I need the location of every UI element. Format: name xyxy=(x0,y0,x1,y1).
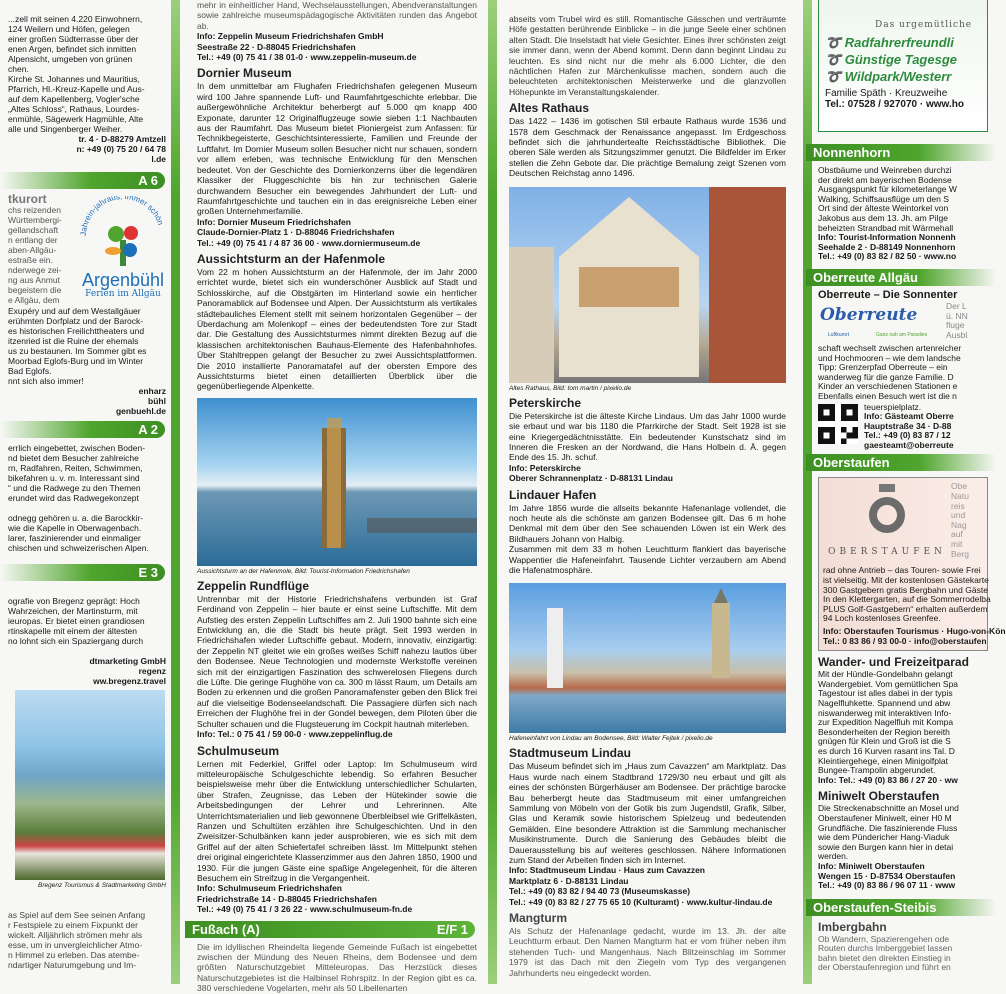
text-line: Grundfläche. Die faszinierende Fluss xyxy=(818,822,958,833)
section-body: Zusammen mit dem 33 m hohen Leuchtturm flankiert das bayerische Wappentier die Hafeneinfahrt. Tausende Lichter verzaubern am Abend die Hafenatmosphäre. xyxy=(509,544,786,575)
info-line: enharz xyxy=(138,386,166,396)
text-line: Alpensicht, umgeben von grünen xyxy=(8,54,133,64)
text-line: chs reizenden xyxy=(8,205,61,215)
text-line: und xyxy=(951,510,966,521)
text-line: mit xyxy=(951,539,963,550)
text-line: nd bietet dem Besucher zahlreiche xyxy=(8,453,139,463)
section-title: Fußach (A) xyxy=(192,921,260,937)
tower-illustration xyxy=(197,398,477,566)
section-heading: Peterskirche xyxy=(509,395,582,410)
text-line: nnt sich also immer! xyxy=(8,376,84,386)
text-line: chischen und schweizerischen Alpen. xyxy=(8,543,149,553)
text-line: Württembergi- xyxy=(8,215,62,225)
text-line: es durch 16 Kurven rasant ins Tal. D xyxy=(818,745,955,756)
text-line: Mit der Hündle-Gondelbahn gelangt xyxy=(818,669,953,680)
text-line: reis xyxy=(951,500,965,511)
text-line: wickelt. Alljährlich strömen mehr als xyxy=(8,930,143,940)
wander-text xyxy=(818,670,984,785)
text-line: Bad Eglofs. xyxy=(8,366,52,376)
text-line: der Oberstaufenregion und führt en xyxy=(818,962,951,973)
text-line: Nagelfluhkette. Spannend und abw xyxy=(818,698,951,708)
section-heading: Imbergbahn xyxy=(818,919,887,934)
text-line: Pfarrich, Hl.-Kreuz-Kapelle und Aus- xyxy=(8,84,145,94)
argenbuehl-logo-name: Argenbühl xyxy=(81,270,165,290)
lighthouse-illustration xyxy=(509,583,786,733)
text-line: Ausgangspunkt für kilometerlange W xyxy=(818,184,957,195)
section-body: Im Jahre 1856 wurde die allseits bekannte Hafenanlage vollendet, die noch heute als die schönste am ganzen Bodensee gilt. Das 6 m hohe Denkmal mit dem über den See schauenden Löwen ist ein Werk des Bildhauers Johann von Halbig. xyxy=(509,502,786,544)
text-line: sowie den Burgen kann hier in detai xyxy=(818,841,954,852)
column-2 xyxy=(192,0,477,994)
photo-caption: Altes Rathaus, Bild: tom martin / pixelio.de xyxy=(509,384,632,392)
column-1 xyxy=(0,0,168,984)
oberstaufen-logo xyxy=(823,482,951,562)
text-line: Walking, Schiffsausflüge um den S xyxy=(818,193,949,204)
svg-text:Jahrein-jahraus, immer schön: ahrein-jahraus, immer schön xyxy=(80,196,166,233)
section-info: Info: Schulmuseum Friedrichshafen xyxy=(197,883,342,894)
text-line: Nag xyxy=(951,519,967,530)
bregenz-photo xyxy=(15,690,165,880)
section-bar-e3 xyxy=(0,564,165,581)
gasthof-ad xyxy=(818,0,988,132)
info-line: genbuehl.de xyxy=(115,406,166,416)
section-body: Lernen mit Federkiel, Griffel oder Laptop: Im Schulmuseum wird mitteleuropäische Schulgeschichte lebendig. So erfahren Besucher beispielsweise mehr über die Entwicklung unterschiedlicher Schularten, über Strafen, Zeugnisse, das Leben der Hütekinder sowie die Arbeitsbedingungen der Lehrer und Lehrerinnen. Alte Unterrichtsmaterialien und lieb gewonnene Überbleibsel wie Griffelkästen, Ranzen und Schultüten erzählen ihre Schulgeschichten. Und in den Zweisitzer-Schulbänken kann jeder ausprobieren, wie es sich mit dem Griffel auf der alten Schiefertafel schreiben lässt. Im Mittelpunkt stehen drei original eingerichtete Klassenzimmer aus den Jahren 1850, 1900 und 1930. Für die jungen Gäste eine spaßige Angelegenheit, für die älteren Besuchern ein Streifzug in die Vergangenheit. xyxy=(197,758,477,883)
text-line: Kinder an verschiedenen Stationen e xyxy=(818,381,958,392)
text-line: Wandergebiet. Vom gemütlichen Spa xyxy=(818,678,959,689)
section-heading: Stadtmuseum Lindau xyxy=(509,746,632,761)
section-title: Oberreute Allgäu xyxy=(813,269,918,285)
text-line: nderwege zei- xyxy=(8,265,62,275)
section-bar-nonnenhorn xyxy=(806,144,996,161)
section-body: Die Peterskirche ist die älteste Kirche Lindaus. Um das Jahr 1000 wurde sie erbaut und war bis 1180 die Pfarrkirche der Stadt. Seit 1928 ist sie eine Kriegergedächtnisstätte. Ein bedeutender Kunstschatz sind im Inneren die Fresken an der Nordwand, die Hans Holbein d. Ä. gegen Ende des 15. Jh. schuf. xyxy=(509,410,786,463)
text-line: Kleintiergehege, einen Minigolfplat xyxy=(818,755,948,766)
photo-caption: Hafeneinfahrt von Lindau am Bodensee, Bild: Walter Fejtek / pixelio.de xyxy=(509,735,713,743)
text-line: larer, faszinierender und einmaliger xyxy=(8,533,141,543)
text-line: rad ohne Antrieb – das Touren- sowie Frei xyxy=(823,565,981,576)
wander-block xyxy=(818,655,984,890)
text-line: Routen durchs Imberggebiet lassen xyxy=(818,943,953,954)
text-line: Exupéry und auf dem Westallgäuer xyxy=(8,306,141,316)
ad-slogan: Das urgemütliche xyxy=(875,20,973,30)
text-line: Wahrzeichen, der Martinsturm, mit xyxy=(8,606,138,616)
section-heading: Mangturm xyxy=(509,911,567,926)
logo-sub: Ganz nah am Paradies xyxy=(876,331,928,338)
info-line: regenz xyxy=(138,666,166,676)
oberstaufen-ad-text xyxy=(823,565,991,624)
info-line: gaesteamt@oberreute xyxy=(864,439,954,450)
info-line: Tel.: +49 (0) 83 87 / 12 xyxy=(864,430,951,441)
section-heading: Miniwelt Oberstaufen xyxy=(818,789,940,804)
text-line: und Hochmooren – wie dem landsche xyxy=(818,352,961,363)
info-line: Tel.: +49 (0) 75 41 / 38 01-0 · www.zeppelin-museum.de xyxy=(197,52,417,63)
text-line: wanderweg für die ganze Familie. D xyxy=(818,371,954,382)
friedrichshafen-block xyxy=(192,0,477,994)
info-line: Info: Peterskirche xyxy=(509,462,581,473)
zeppelin-museum-info xyxy=(197,31,477,62)
info-line: ww.bregenz.travel xyxy=(93,676,166,686)
column-divider xyxy=(488,0,497,984)
section-bar-a6 xyxy=(0,172,165,189)
info-line: Tel.: +49 (0) 83 82 / 82 50 · www.no xyxy=(818,251,957,262)
text-line: wie dem Pündericher Hang-Viaduk xyxy=(818,832,950,843)
text-line: ografie von Bregenz geprägt: Hoch xyxy=(8,596,140,606)
text-line: “ und die Radwege zu den Themen xyxy=(8,483,141,493)
section-info xyxy=(509,865,786,907)
ad-family: Familie Späth · Kreuzweihe xyxy=(825,88,948,99)
text-line: Ebenfalls einen Besuch wert ist die n xyxy=(818,390,957,401)
text-line: erundet wird das Radwegekonzept xyxy=(8,493,139,503)
ad-item: ➰ Günstige Tagesge xyxy=(825,52,958,67)
nonnenhorn-text xyxy=(818,166,984,262)
section-bar-fussach xyxy=(185,921,475,938)
text-line: itzenried ist die Ruine der ehemals xyxy=(8,336,139,346)
oberreute-text-end: teuerspielplatz. xyxy=(864,401,922,412)
section-info xyxy=(509,463,786,484)
text-line: fluge xyxy=(946,320,965,331)
section-body: Das Museum befindet sich im „Haus zum Cavazzen“ am Marktplatz. Das Haus wurde nach einem Stadtbrand 1729/30 neu erbaut und gilt als eines der schönsten Bürgerhäuser am Bodensee. Der prächtige barocke Bau beherbergt heute das Stadtmuseum mit einer umfangreichen Sammlung von Möbeln von der Gotik bis zum Jugendstil, Grafik, Silber, Glas und Keramik sowie historischem Spielzeug und bedeutenden Gemälden. Eine besondere Attraktion ist die Sammlung mechanischer Musikinstrumente. Durch die Sanierung des Gebäudes bleibt die Dauerausstellung bis auf weiteres geschlossen. Nähere Informationen zum Stand der Arbeiten finden sich im Internet. xyxy=(509,761,786,866)
section-title: Oberstaufen-Steibis xyxy=(813,899,937,915)
argenbuehl-text xyxy=(8,306,166,416)
crown-ring-icon xyxy=(867,482,907,534)
info-line: Info: Miniwelt Oberstaufen xyxy=(818,860,925,871)
sections-1 xyxy=(197,66,477,391)
section-heading: Schulmuseum xyxy=(197,743,280,758)
info-line: dtmarketing GmbH xyxy=(89,656,166,666)
text-line: ndartiger Naturumgebung und Im- xyxy=(8,960,137,970)
section-heading: Lindauer Hafen xyxy=(509,487,597,502)
section-heading: Altes Rathaus xyxy=(509,101,590,116)
section-bar-a2 xyxy=(0,421,165,438)
bregenz-text xyxy=(8,596,166,686)
text-line: Obstbäume und Weinreben durchzi xyxy=(818,165,952,175)
text-line: ieuropas. Er bietet einen grandiosen xyxy=(8,616,145,626)
text-line: alle und Singenberger Weiher. xyxy=(8,124,123,134)
info-line: Info: Zeppelin Museum Friedrichshafen GmbH xyxy=(197,31,384,42)
info-line: Wengen 15 · D-87534 Oberstaufen xyxy=(818,870,956,881)
section-body: In dem unmittelbar am Flughafen Friedrichshafen gelegenen Museum wird 100 Jahre spannende Luft- und Raumfahrtgeschichte erlebbar. Die außergewöhnliche Architektur beherbergt auf 5.000 qm knapp 400 Exponate, darunter 12 Originalflugzeuge sowie sieben 1:1 Nachbauten aus der Raumfahrt. Das Museum bietet Pioniergeist zum Anfassen: für Technikbegeisterte, Geschichtsinteressierte, Familien und Freunde der Luftfahrt. Im Dornier Museum sollen Besucher nicht nur schauen, sondern vor allem erleben, was technische Entwicklung für den Menschen bedeutet. Von der Geschichte des Dornierkonzerns über die legendären Klassiker der Fluggeschichte bis hin zur technischen Galerie durchwandern Besucher ein bewegendes Jahrhundert der Luft- und Raumfahrtgeschichte und tauchen ein in das ereignisreiche Leben einer großen Unternehmerfamilie. xyxy=(197,81,477,217)
text-line: schaft wechselt zwischen artenreicher xyxy=(818,342,962,353)
text-line: Kirche St. Johannes und Mauritius, xyxy=(8,74,140,84)
section-info: Info: Tel.: 0 75 41 / 59 00-0 · www.zeppelinflug.de xyxy=(197,729,393,740)
text-line: gellandschaft xyxy=(8,225,59,235)
text-line: In den Klettergarten, auf die Sommerrodelba xyxy=(823,594,991,605)
text-line: der direkt am bayerischen Bodense xyxy=(818,174,952,185)
info-line: bühl xyxy=(148,396,166,406)
miniwelt-text xyxy=(818,804,984,890)
text-line: bikefahren u. v. m. Interessant sind xyxy=(8,473,140,483)
rathaus-illustration xyxy=(509,187,786,383)
text-line: chen. xyxy=(8,64,29,74)
text-line: erühmten Dorfplatz und der Barock- xyxy=(8,316,144,326)
text-line: PLUS Golf-Gastgebern“ erhalten außerdem xyxy=(823,603,988,614)
qr-code-icon[interactable] xyxy=(818,403,858,445)
text-line: rtinskapelle mit einem der ältesten xyxy=(8,626,137,636)
text-line: aben-Allgäu- xyxy=(8,245,57,255)
text-line: bahn bietet den direkten Einstieg in xyxy=(818,952,951,963)
text-line: Ob Wandern, Spazierengehen ode xyxy=(818,933,950,944)
rathaus-photo xyxy=(509,187,786,383)
column-3 xyxy=(509,0,786,984)
text-line: auf dem Kapellenberg, Vogler'sche xyxy=(8,94,140,104)
map-grid-label: E/F 1 xyxy=(436,921,468,937)
info-line: Info: Gästeamt Oberre xyxy=(864,411,954,422)
text-line: estraße ein. xyxy=(8,255,53,265)
section-info: Tel.: +49 (0) 75 41 / 4 87 36 00 · www.dorniermuseum.de xyxy=(197,237,421,248)
text-line: niswanderweg mit interaktiven Info- xyxy=(818,707,952,718)
section-info: Info: Dornier Museum Friedrichshafen xyxy=(197,216,351,227)
festspiele-text xyxy=(8,910,166,970)
bodnegg-text xyxy=(8,443,166,553)
oberstaufen-ad xyxy=(818,477,1006,651)
map-grid-label: A 2 xyxy=(138,422,158,437)
hafen-photo xyxy=(509,583,786,733)
photo-caption: Aussichtsturm an der Hafenmole, Bild: Tourist-Information Friedrichshafen xyxy=(197,567,410,575)
text-line: Natu xyxy=(951,491,969,502)
text-line: Ort sind der älteste Weintorkel von xyxy=(818,203,949,214)
section-title: Oberstaufen xyxy=(813,455,890,471)
info-line: Hauptstraße 34 · D-88 xyxy=(864,420,952,431)
text-line: Bungee-Trampolin abgerundet. xyxy=(818,765,936,776)
photo-caption: Bregenz Tourismus & Stadtmarketing GmbH xyxy=(37,882,166,889)
text-line: Obe xyxy=(951,481,968,492)
text-line: enen Argen, befindet sich inmitten xyxy=(8,44,137,54)
text-line: errlich eingebettet, zwischen Boden- xyxy=(8,443,146,453)
info-line: Tel.: 0 83 86 / 93 00-0 · info@oberstaufen xyxy=(823,635,987,646)
text-line: n Himmel zu erleben. Das atembe- xyxy=(8,950,140,960)
info-line: Oberer Schrannenplatz · D-88131 Lindau xyxy=(509,473,673,484)
section-info: Friedrichstraße 14 · D-88045 Friedrichshafen xyxy=(197,893,377,904)
info-line: Tel.: +49 (0) 83 82 / 94 40 73 (Museumskasse) xyxy=(509,886,691,897)
text-line: n entlang der xyxy=(8,235,58,245)
text-line: „Altes Schloss“, Rathaus, Lourdes- xyxy=(8,104,140,114)
text-line: Jakobus aus dem 13. Jh. am Pilge xyxy=(818,212,948,223)
text-line: begeistern die xyxy=(8,285,62,295)
amtzell-text xyxy=(8,14,166,164)
steibis-block xyxy=(818,920,984,973)
ad-tel: Tel.: 07528 / 927070 · www.ho xyxy=(825,99,964,110)
section-bar-steibis xyxy=(806,899,996,916)
section-body: Als Schutz der Hafenanlage gedacht, wurde im 13. Jh. der alte Leuchtturm erbaut. Den Namen Mangturm hat er vom früher neben ihm stehenden Tuch- und Mangenhaus. Nach Blitzeinschlag im Sommer 1979 ist das Dach mit den Ziegeln vom Typ des vergangenen Jahrhunderts neu eingedeckt worden. xyxy=(509,926,786,978)
text-line: einer großen Südterrasse über der xyxy=(8,34,139,44)
ad-item: ➰ Radfahrerfreundli xyxy=(825,35,954,50)
section-body: Das 1422 – 1436 im gotischen Stil erbaute Rathaus wurde 1536 und 1578 dem Geschmack der Renaissance angepasst. Im Erdgeschoss befindet sich die jahrhundertealte Reichsstädtische Bibliothek. Die oberen Säle werden als Sitzungszimmer genutzt. Die Bildfelder im Erker stellen die Zehn Gebote dar. Die prächtige Bemalung zeigt Szenen vom Deutschen Reichstag anno 1496. xyxy=(509,116,786,179)
text-line: odnegg gehören u. a. die Barockkir- xyxy=(8,513,144,523)
argenbuehl-logo-tagline: Ferien im Allgäu xyxy=(85,289,161,299)
oberstaufen-ad-info xyxy=(823,626,1006,646)
text-line: ng aus Anmut xyxy=(8,275,60,285)
info-line: Info: Tourist-Information Nonnenh xyxy=(818,232,956,243)
text-line: Oberstaufener Miniwelt, einer H0 M xyxy=(818,812,952,823)
text-line: Die Streckenabschnitte an Mosel und xyxy=(818,803,959,814)
info-line: Info: Tel.: +49 (0) 83 86 / 27 20 · ww xyxy=(818,774,958,785)
text-line: Tagestour ist alles dabei in der typis xyxy=(818,688,953,699)
info-line: n: +49 (0) 75 20 / 64 78 xyxy=(76,144,166,154)
text-line: auf xyxy=(951,529,963,540)
oberreute-text xyxy=(818,344,984,402)
fussach-text: Die im idyllischen Rheindelta liegende Gemeinde Fußach ist eingebettet zwischen der Mündung des Neuen Rheins, dem Bodensee und dem größten Naturschutzgebiet Mitteleuropas. Das Herzstück dieses Naturschutzgebietes ist die Halbinsel Rohrspitz. In der Region gibt es ca. 380 verschiedene Vogelarten, mehr als 50 Libellenarten xyxy=(197,941,477,994)
text-line: rn, Radfahren, Reiten, Schwimmen, xyxy=(8,463,143,473)
text-line: es historischen Freilichttheaters und xyxy=(8,326,145,336)
lindau-block xyxy=(509,14,786,978)
text-line: zur Expedition Nagelfluh mit Kompa xyxy=(818,717,954,728)
logo-text: Oberreute xyxy=(820,304,918,325)
info-line: tr. 4 · D-88279 Amtzell xyxy=(78,134,166,144)
steibis-text xyxy=(818,935,984,973)
text-line: werden. xyxy=(818,851,849,862)
section-body: Vom 22 m hohen Aussichtsturm an der Hafenmole, der im Jahr 2000 errichtet wurde, bietet sich ein wunderschöner Ausblick auf Stadt und Schlosskirche, auf die Obstgärten im Hinterland sowie ein herrlicher Panoramablick auf Bodensee und Alpen. Der Aussichtsturm als vertikales städtebauliches Element stellt mit seinem horizontalen Gegenüber – der Überdachung am Molenkopf – eines der bedeutendsten Tore zur Stadt dar. Die Gestaltung des Aussichtsturmes nimmt direkten Bezug auf die klassischen architektonischen Bauhaus-Elemente des Hafenbahnhofes. Über Stahltreppen gelangt der Besucher zu zwei Aussichtsplattformen. Die 2010 installierte Panoramatafel auf der obersten Empore des Aussichtsturms bietet einen detaillierten Überblick über die gegenüberliegende Alpenkette. xyxy=(197,266,477,392)
argenbuehl-text-left xyxy=(8,205,78,305)
text-line: ist vielseitig. Mit der kostenlosen Gästekarte xyxy=(823,575,989,586)
section-heading: Dornier Museum xyxy=(197,66,292,81)
text-line: esse, um in unvergleichlicher Atmo- xyxy=(8,940,143,950)
section-heading: Oberreute – Die Sonnenter xyxy=(818,288,958,301)
oberreute-info xyxy=(864,412,954,450)
section-bar-oberreute xyxy=(806,269,996,286)
text-line: 94 Loch kostenloses Greenfee. xyxy=(823,613,941,624)
section-body: Untrennbar mit der Historie Friedrichshafens verbunden ist Graf Ferdinand von Zeppelin – hier baute er einst seine Luftschiffe. Mit dem Aufstieg des ersten Zeppelin Luftschiffes am 2. Juli 1900 bahnte sich eine Entwicklung an, die die Stadt bis heute prägt. Seit 1993 werden in Friedrichshafen wieder Luftschiffe gebaut. Modern, innovativ, einzigartig: der Zeppelin NT gleitet wie ein großes weißes Schiff nahezu lautlos über den Bodensee. Neue Technologien und modernste Werkstoffe vereinen sich mit der einzigartigen Faszination des schwerelosen Fliegens durch die Lüfte. Die geringe Flughöhe von ca. 300 m lässt Raum, um Details am Boden zu erkennen und die großen Panoramafenster geben den Blick frei auf die vielseitige Bodenseelandschaft. Die Passagiere dürfen sich nach Erreichen der Flughöhe frei in der Gondel bewegen, dem Piloten über die Schulter schauen und die Flugsteuerung im Cockpit hautnah miterleben. xyxy=(197,593,477,729)
zeppelin-museum-text: mehr in einheitlicher Hand, Wechselausstellungen, Abendveranstaltungen sowie zahlreiche museumspädagogische Aktivitäten runden das Angebot ab. xyxy=(197,0,477,31)
text-line: Tipp: Grenzerpfad Oberreute – ein xyxy=(818,362,948,373)
text-line: r Festspiele zu einem Fixpunkt der xyxy=(8,920,138,930)
logo-sub: Luftkurort xyxy=(828,331,850,338)
text-line: beheizten Strandbad mit Wärmehall xyxy=(818,222,954,233)
sections-2 xyxy=(197,579,477,915)
column-divider xyxy=(171,0,180,984)
text-line: no lohnt sich ein Spaziergang durch xyxy=(8,636,144,646)
aussichtsturm-photo xyxy=(197,398,477,566)
map-grid-label: E 3 xyxy=(138,565,158,580)
section-heading: Wander- und Freizeitparad xyxy=(818,655,969,670)
oberreute-logo xyxy=(818,302,946,344)
section-bar-oberstaufen xyxy=(806,454,996,471)
ad-item: ➰ Wildpark/Westerr xyxy=(825,69,952,84)
text-line: 124 Weilern und Höfen, gelegen xyxy=(8,24,130,34)
text-line: as Spiel auf dem See seinen Anfang xyxy=(8,910,146,920)
oberreute-block xyxy=(818,289,984,451)
section-heading: tkurort xyxy=(8,192,47,206)
info-line: Info: Oberstaufen Tourismus · Hugo-von-Kön xyxy=(823,626,1006,637)
info-line: Info: Stadtmuseum Lindau · Haus zum Cavazzen xyxy=(509,865,705,876)
section-info: Claude-Dornier-Platz 1 · D-88046 Friedrichshafen xyxy=(197,227,395,238)
text-line: Moorbad Eglofs-Burg und im Winter xyxy=(8,356,144,366)
info-line: Tel.: +49 (0) 83 82 / 27 75 65 10 (Kulturamt) · www.kultur-lindau.de xyxy=(509,896,773,907)
info-line: l.de xyxy=(151,154,166,164)
section-heading: Zeppelin Rundflüge xyxy=(197,578,309,593)
map-grid-label: A 6 xyxy=(138,173,158,188)
text-line: Berg xyxy=(951,548,969,559)
ad-items xyxy=(825,34,981,85)
text-line: ...zell mit seinen 4.220 Einwohnern, xyxy=(8,14,143,24)
logo-text: OBERSTAUFEN xyxy=(828,547,946,558)
section-heading: Aussichtsturm an der Hafenmole xyxy=(197,251,386,266)
oberstaufen-side-text xyxy=(951,482,969,562)
text-line: Ausbl xyxy=(946,329,968,340)
info-line: Seestraße 22 · D-88045 Friedrichshafen xyxy=(197,41,356,52)
text-line: enmühle, Sägewerk Hagmühle, Alte xyxy=(8,114,144,124)
tree-logo-icon xyxy=(80,196,166,266)
text-line: wie die Kapelle in Oberwagenbach. xyxy=(8,523,142,533)
section-info: Tel.: +49 (0) 75 41 / 3 26 22 · www.schulmuseum-fn.de xyxy=(197,904,413,915)
text-line: e Allgäu, dem xyxy=(8,295,60,305)
text-line: 300 Gastgebern gratis Bergbahn und Gäste xyxy=(823,584,988,595)
column-4 xyxy=(813,0,1006,984)
text-line: Der L xyxy=(946,300,967,311)
text-line: ü. NN xyxy=(946,310,968,321)
argenbuehl-logo xyxy=(80,196,166,300)
oberreute-side-text xyxy=(946,302,968,344)
lindau-intro: abseits vom Trubel wird es still. Romantische Gässchen und verträumte Höfe gestatten berührende Einblicke – in die junge Seele einer schönen alten Stadt. Die Inselstadt hat viele Gesichter. Eines ihrer schönsten zeigt sie immer dann, wenn der Abend kommt. Denn dann beginnt Lindau zu leuchten. Es sind nicht nur die mehr als 6.000 Lichter, die den nächtlichen Hafen zur Märchenkulisse machen, sondern auch die beleuchteten architektonischen Meisterwerke und die glanzvollen Höhepunkte im Veranstaltungskalender. xyxy=(509,14,786,97)
info-line: Marktplatz 6 · D-88131 Lindau xyxy=(509,875,629,886)
text-line: gnügen für Klein und Groß ist die S xyxy=(818,736,951,747)
section-title: Nonnenhorn xyxy=(813,145,891,160)
info-line: Tel.: +49 (0) 83 86 / 96 07 11 · www xyxy=(818,880,956,891)
text-line: Besonderheiten der Region bereith xyxy=(818,726,950,737)
text-line: us zu bestaunen. Im Sommer gibt es xyxy=(8,346,147,356)
info-line: Seehalde 2 · D-88149 Nonnenhorn xyxy=(818,241,956,252)
